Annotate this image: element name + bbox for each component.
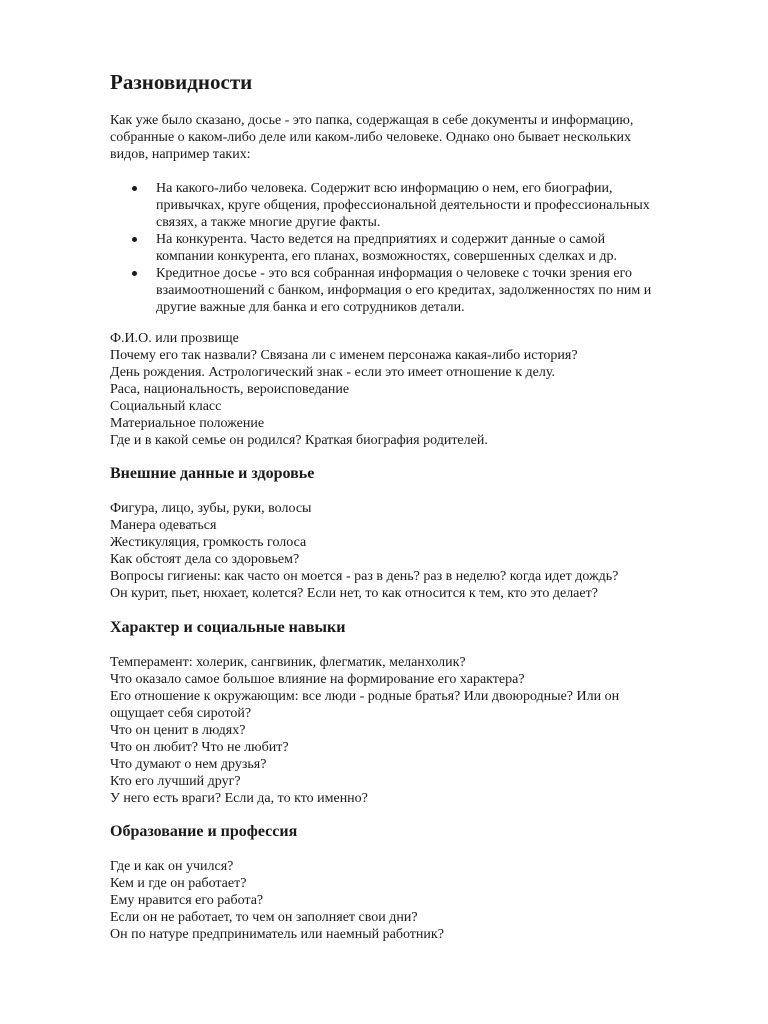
bullet-line: другие важные для банка и его сотрудников детали. [156, 300, 465, 315]
list-item: Если он не работает, то чем он заполняет свои дни? [110, 910, 418, 925]
bullet-item [110, 180, 651, 231]
bullet-icon [132, 186, 137, 191]
list-item: Темперамент: холерик, сангвиник, флегматик, меланхолик? [110, 655, 466, 670]
list-item: Социальный класс [110, 399, 222, 414]
list-item: Жестикуляция, громкость голоса [110, 535, 307, 550]
section-title: Образование и профессия [110, 823, 298, 840]
list-item: Он курит, пьет, нюхает, колется? Если нет, то как относится к тем, кто это делает? [110, 586, 598, 601]
list-item: Кем и где он работает? [110, 876, 247, 891]
list-item: Ф.И.О. или прозвище [110, 331, 239, 346]
list-item: Как обстоят дела со здоровьем? [110, 552, 300, 567]
character-list [110, 654, 619, 807]
bullet-line: привычках, круге общения, профессиональной деятельности и профессиональных [156, 198, 650, 213]
list-item: Фигура, лицо, зубы, руки, волосы [110, 501, 312, 516]
list-item: Материальное положение [110, 416, 265, 431]
education-section [110, 822, 444, 943]
list-item: Ему нравится его работа? [110, 893, 264, 908]
character-section [110, 618, 619, 807]
bullet-line: компании конкурента, его планах, возможностях, совершенных сделках и др. [156, 249, 618, 264]
list-item: Кто его лучший друг? [110, 774, 241, 789]
intro-line: Как уже было сказано, досье - это папка, содержащая в себе документы и информацию, [110, 113, 634, 128]
appearance-section [110, 464, 618, 602]
list-item: Манера одеваться [110, 518, 217, 533]
list-item: Где и в какой семье он родился? Краткая биография родителей. [110, 433, 488, 448]
list-item: Почему его так назвали? Связана ли с именем персонажа какая-либо история? [110, 348, 578, 363]
bullet-line: Кредитное досье - это вся собранная информация о человеке с точки зрения его [156, 266, 633, 281]
list-item: Что оказало самое большое влияние на формирование его характера? [110, 672, 525, 687]
page-title: Разновидности [110, 70, 253, 94]
list-item: Вопросы гигиены: как часто он моется - раз в день? раз в неделю? когда идет дождь? [110, 569, 619, 584]
bullet-item [110, 231, 651, 265]
list-item: Что думают о нем друзья? [110, 757, 267, 772]
list-item: Что он ценит в людях? [110, 723, 246, 738]
list-item: Где и как он учился? [110, 859, 234, 874]
list-item: Он по натуре предприниматель или наемный работник? [110, 927, 444, 942]
section-title: Характер и социальные навыки [110, 619, 346, 636]
bullet-line: На какого-либо человека. Содержит всю информацию о нем, его биографии, [156, 181, 613, 196]
intro-line: видов, например таких: [110, 147, 251, 162]
appearance-list [110, 500, 618, 602]
bullet-item [110, 265, 651, 316]
list-item: Что он любит? Что не любит? [110, 740, 289, 755]
bullet-line: взаимоотношений с банком, информация о его кредитах, задолженностях по ним и [156, 283, 652, 298]
intro-line: собранные о каком-либо деле или каком-либо человеке. Однако оно бывает нескольких [110, 130, 631, 145]
bullet-icon [132, 271, 137, 276]
bullet-line: связях, а также многие другие факты. [156, 215, 381, 230]
section-title: Внешние данные и здоровье [110, 465, 315, 482]
list-item: День рождения. Астрологический знак - если это имеет отношение к делу. [110, 365, 555, 380]
bullet-line: На конкурента. Часто ведется на предприятиях и содержит данные о самой [156, 232, 606, 247]
bullet-list [110, 180, 651, 316]
general-info-list [110, 330, 578, 449]
list-item: Его отношение к окружающим: все люди - родные братья? Или двоюродные? Или он [110, 689, 620, 704]
list-item: ощущает себя сиротой? [110, 706, 252, 721]
bullet-icon [132, 237, 137, 242]
list-item: У него есть враги? Если да, то кто именно? [110, 791, 368, 806]
intro-paragraph [110, 112, 633, 163]
education-list [110, 858, 444, 943]
list-item: Раса, национальность, вероисповедание [110, 382, 350, 397]
